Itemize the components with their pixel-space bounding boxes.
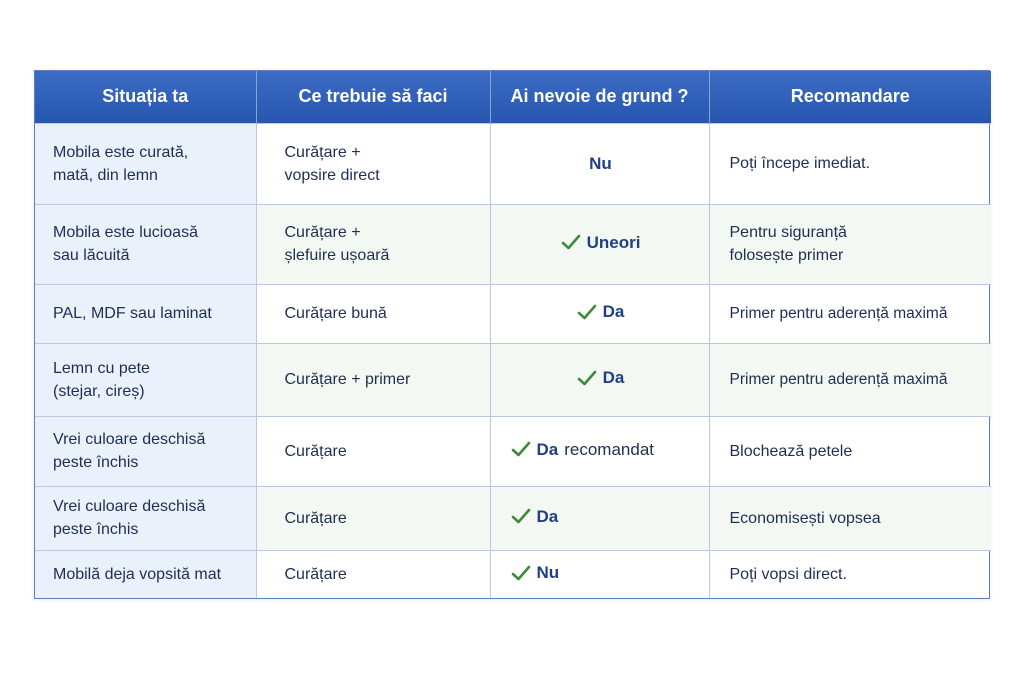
check-icon: [577, 304, 597, 320]
action-line: Curățare +: [284, 143, 361, 161]
cell-recommendation: [709, 123, 991, 204]
cell-primer: [490, 284, 709, 343]
primer-answer-value: Uneori: [586, 232, 641, 252]
primer-answer-note: recomandat: [564, 439, 655, 459]
action-line: Curățare: [284, 509, 347, 527]
recommendation-line: Primer pentru aderență maximă: [729, 305, 948, 322]
action-line: Curățare bună: [284, 305, 387, 322]
situation-line: Vrei culoare deschisă: [53, 498, 206, 515]
recommendation-line: Poți începe imediat.: [729, 155, 871, 172]
table-row: [35, 204, 991, 284]
cell-situation: [35, 343, 256, 416]
check-icon: [511, 565, 531, 581]
action-line: șlefuire ușoară: [284, 247, 390, 264]
cell-action: [256, 550, 490, 598]
cell-primer: [490, 204, 709, 284]
situation-line: peste închis: [53, 521, 139, 538]
situation-line: peste închis: [53, 454, 139, 471]
situation-line: Mobila este lucioasă: [53, 224, 198, 241]
cell-situation: [35, 416, 256, 486]
recommendation-line: Pentru siguranță: [729, 224, 847, 241]
header-situation: Situația ta: [35, 71, 256, 123]
cell-action: [256, 284, 490, 343]
check-icon: [511, 441, 531, 457]
cell-action: [256, 416, 490, 486]
cell-action: [256, 123, 490, 204]
situation-line: PAL, MDF sau laminat: [53, 305, 212, 322]
cell-situation: [35, 204, 256, 284]
cell-recommendation: [709, 204, 991, 284]
recommendation-line: Poți vopsi direct.: [729, 565, 847, 583]
action-line: vopsire direct: [284, 166, 380, 184]
primer-answer: [511, 505, 559, 528]
primer-table: [34, 70, 990, 599]
primer-answer-value: Da: [602, 368, 625, 388]
primer-answer-value: Nu: [589, 153, 612, 173]
situation-line: Vrei culoare deschisă: [53, 431, 206, 448]
header-action: Ce trebuie să faci: [256, 71, 490, 123]
cell-action: [256, 204, 490, 284]
primer-answer: [511, 438, 655, 461]
primer-answer-value: Nu: [536, 563, 560, 582]
situation-line: Lemn cu pete: [53, 359, 150, 377]
action-line: Curățare + primer: [284, 371, 411, 388]
action-line: Curățare +: [284, 224, 361, 241]
header-recommendation: Recomandare: [709, 71, 991, 123]
recommendation-line: folosește primer: [729, 247, 844, 264]
table-header-row: [35, 71, 991, 123]
table-row: [35, 550, 991, 598]
comparison-table: [35, 71, 991, 598]
cell-situation: [35, 486, 256, 550]
action-line: Curățare: [284, 565, 347, 583]
cell-primer: [490, 486, 709, 550]
primer-answer-value: Da: [602, 302, 625, 322]
cell-action: [256, 343, 490, 416]
table-row: [35, 416, 991, 486]
action-line: Curățare: [284, 442, 347, 460]
recommendation-line: Economisești vopsea: [729, 509, 881, 527]
check-icon: [577, 370, 597, 386]
check-icon: [511, 508, 531, 524]
cell-recommendation: [709, 550, 991, 598]
primer-answer: [577, 366, 625, 389]
primer-answer-value: Da: [536, 506, 559, 526]
cell-action: [256, 486, 490, 550]
cell-situation: [35, 284, 256, 343]
check-icon: [561, 234, 581, 250]
situation-line: (stejar, cireș): [53, 382, 145, 400]
primer-answer-value: Da: [536, 439, 559, 459]
cell-recommendation: [709, 343, 991, 416]
cell-recommendation: [709, 284, 991, 343]
primer-answer: [589, 152, 612, 175]
situation-line: Mobilă deja vopsită mat: [53, 565, 222, 583]
header-primer: Ai nevoie de grund ?: [490, 71, 709, 123]
table-row: [35, 123, 991, 204]
cell-recommendation: [709, 416, 991, 486]
primer-answer: [577, 300, 625, 323]
cell-primer: [490, 123, 709, 204]
cell-primer: [490, 416, 709, 486]
recommendation-line: Blochează petele: [729, 442, 853, 460]
cell-primer: [490, 550, 709, 598]
primer-answer: [561, 231, 641, 254]
situation-line: Mobila este curată,: [53, 143, 189, 161]
cell-primer: [490, 343, 709, 416]
cell-situation: [35, 123, 256, 204]
table-row: [35, 343, 991, 416]
cell-recommendation: [709, 486, 991, 550]
primer-answer: [511, 561, 560, 584]
table-row: [35, 486, 991, 550]
recommendation-line: Primer pentru aderență maximă: [729, 371, 948, 388]
situation-line: sau lăcuită: [53, 247, 130, 264]
cell-situation: [35, 550, 256, 598]
table-row: [35, 284, 991, 343]
situation-line: mată, din lemn: [53, 166, 158, 184]
